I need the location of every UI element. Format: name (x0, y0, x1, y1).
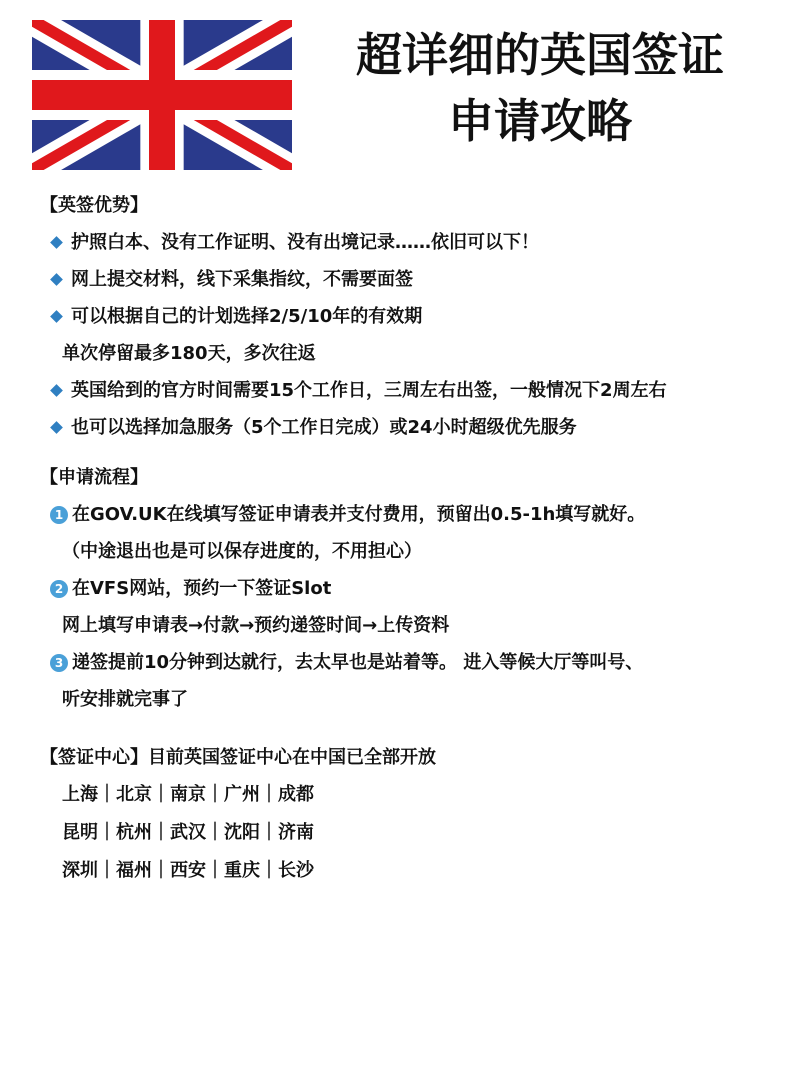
diamond-bullet-icon (50, 236, 63, 249)
article-body (40, 188, 790, 890)
uk-flag (32, 20, 292, 170)
step-1: 1 在GOV.UK在线填写签证申请表并支付费用，预留出0.5-1h填写就好。 (40, 496, 790, 533)
step-2: 2 在VFS网站，预约一下签证Slot (40, 570, 790, 607)
step-2-note: 网上填写申请表→付款→预约递签时间→上传资料 (62, 615, 450, 636)
city-row: 上海｜北京｜南京｜广州｜成都 (62, 784, 314, 805)
step-1-note: （中途退出也是可以保存进度的，不用担心） (62, 541, 422, 562)
list-item: 网上提交材料，线下采集指纹，不需要面签 (40, 261, 790, 298)
centers-heading: 【签证中心】目前英国签证中心在中国已全部开放 (40, 747, 436, 768)
number-badge-icon: 3 (50, 654, 68, 672)
diamond-bullet-icon (50, 421, 63, 434)
list-item: 英国给到的官方时间需要15个工作日，三周左右出签，一般情况下2周左右 (40, 372, 790, 409)
advantages-heading: 【英签优势】 (40, 195, 148, 216)
list-item-continuation: 单次停留最多180天，多次往返 (62, 343, 316, 364)
page-title (300, 22, 780, 154)
city-row: 昆明｜杭州｜武汉｜沈阳｜济南 (62, 822, 314, 843)
title-line-2: 申请攻略 (448, 94, 632, 148)
process-heading: 【申请流程】 (40, 467, 148, 488)
number-badge-icon: 2 (50, 580, 68, 598)
diamond-bullet-icon (50, 310, 63, 323)
number-badge-icon: 1 (50, 506, 68, 524)
list-item: 也可以选择加急服务（5个工作日完成）或24小时超级优先服务 (40, 409, 790, 446)
list-item: 护照白本、没有工作证明、没有出境记录……依旧可以下！ (40, 224, 790, 261)
diamond-bullet-icon (50, 384, 63, 397)
city-row: 深圳｜福州｜西安｜重庆｜长沙 (62, 860, 314, 881)
step-3: 3 递签提前10分钟到达就行，去太早也是站着等。 进入等候大厅等叫号、 (40, 644, 790, 681)
step-3-note: 听安排就完事了 (62, 689, 188, 710)
title-line-1: 超详细的英国签证 (356, 28, 724, 82)
diamond-bullet-icon (50, 273, 63, 286)
list-item: 可以根据自己的计划选择2/5/10年的有效期 (40, 298, 790, 335)
